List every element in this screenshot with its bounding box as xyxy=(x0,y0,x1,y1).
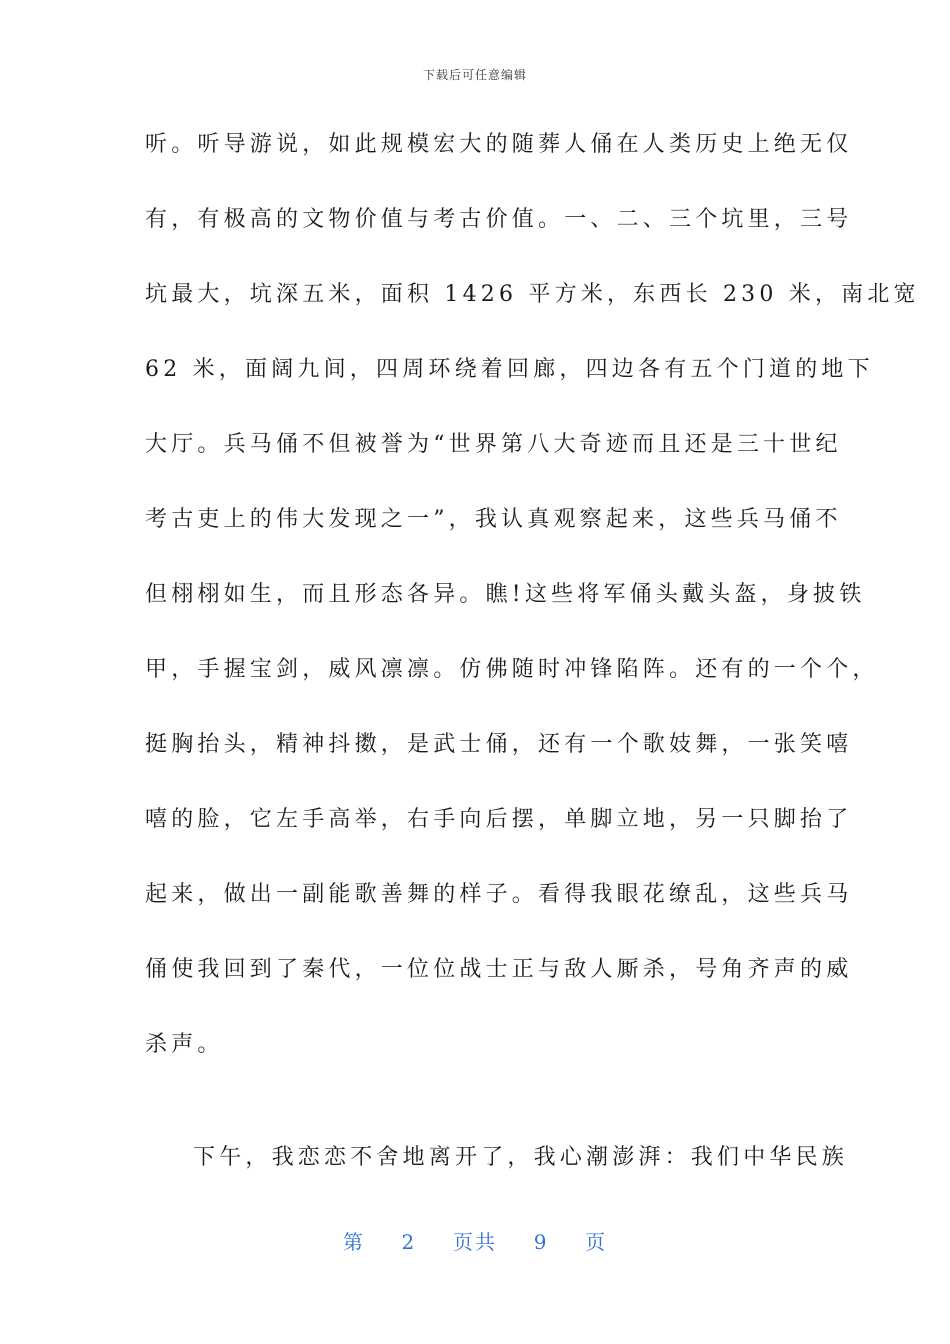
text-line-1: 听。听导游说，如此规模宏大的随葬人俑在人类历史上绝无仅 xyxy=(145,132,853,157)
paragraph-start-line: 下午，我恋恋不舍地离开了，我心潮澎湃：我们中华民族 xyxy=(193,1145,849,1170)
text-line-9: 挺胸抬头，精神抖擞，是武士俑，还有一个歌妓舞，一张笑嘻 xyxy=(145,732,853,757)
paragraph-gap xyxy=(145,1087,805,1125)
text-line-3: 坑最大，坑深五米，面积 1426 平方米，东西长 230 米，南北宽 xyxy=(145,282,920,307)
page-footer xyxy=(0,1226,950,1255)
footer-total-pages: 9 xyxy=(533,1230,549,1254)
text-line-6: 考古吏上的伟大发现之一”，我认真观察起来，这些兵马俑不 xyxy=(145,507,842,532)
footer-suffix: 页 xyxy=(585,1230,608,1254)
footer-prefix: 第 xyxy=(342,1230,365,1254)
document-body xyxy=(145,112,920,1200)
text-line-10: 嘻的脸，它左手高举，右手向后摆，单脚立地，另一只脚抬了 xyxy=(145,807,853,832)
footer-current-page: 2 xyxy=(401,1230,417,1254)
text-line-13: 杀声。 xyxy=(145,1032,224,1057)
page-header: 下载后可任意编辑 xyxy=(422,68,527,82)
text-line-2: 有，有极高的文物价值与考古价值。一、二、三个坑里，三号 xyxy=(145,207,853,232)
text-line-8: 甲，手握宝剑，威风凛凛。仿佛随时冲锋陷阵。还有的一个个， xyxy=(145,657,879,682)
text-line-4: 62 米，面阔九间，四周环绕着回廊，四边各有五个门道的地下 xyxy=(145,357,874,382)
footer-middle: 页共 xyxy=(453,1230,497,1254)
text-line-11: 起来，做出一副能歌善舞的样子。看得我眼花缭乱，这些兵马 xyxy=(145,882,853,907)
text-line-12: 俑使我回到了秦代，一位位战士正与敌人厮杀，号角齐声的威 xyxy=(145,957,853,982)
text-line-5: 大厅。兵马俑不但被誉为“世界第八大奇迹而且还是三十世纪 xyxy=(145,432,842,457)
text-line-7: 但栩栩如生，而且形态各异。瞧!这些将军俑头戴头盔，身披铁 xyxy=(145,582,866,607)
